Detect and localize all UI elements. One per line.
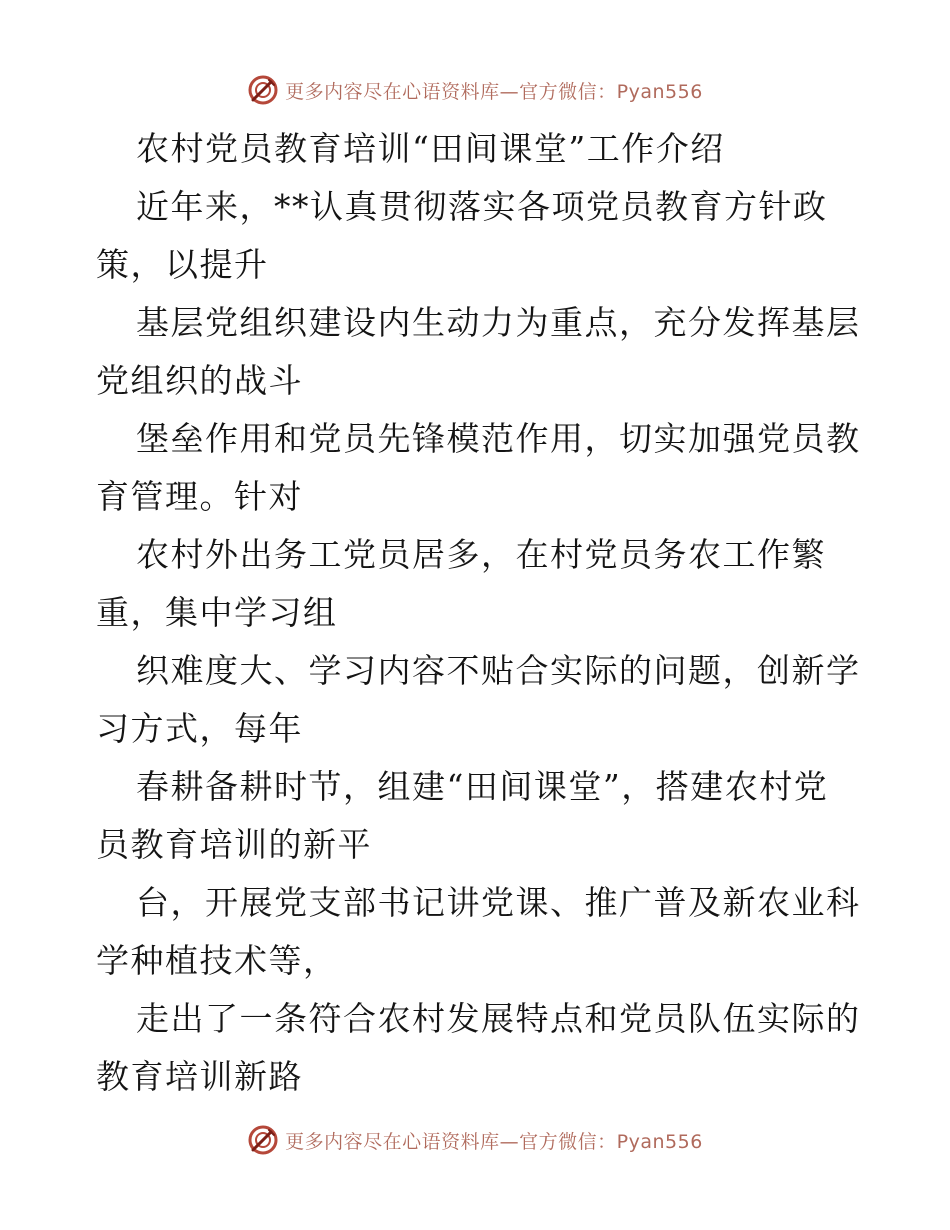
text-line: 堡垒作用和党员先锋模范作用，切实加强党员教 (136, 419, 861, 458)
text-line: 学种植技术等， (96, 941, 338, 980)
footer-watermark (0, 1122, 950, 1158)
text-line: 重，集中学习组 (96, 593, 338, 632)
text-line: 农村外出务工党员居多，在村党员务农工作繁 (136, 535, 826, 574)
document-body (96, 120, 866, 1106)
text-line: 教育培训新路 (96, 1057, 303, 1096)
text-line: 基层党组织建设内生动力为重点，充分发挥基层 (136, 303, 861, 342)
text-line: 习方式，每年 (96, 709, 303, 748)
seal-logo-icon (247, 74, 279, 106)
header-watermark (0, 72, 950, 108)
text-line: 策，以提升 (96, 245, 269, 284)
text-line: 党组织的战斗 (96, 361, 303, 400)
watermark-text: 更多内容尽在心语资料库—官方微信：Pyan556 (285, 80, 703, 103)
text-line: 台，开展党支部书记讲党课、推广普及新农业科 (136, 883, 861, 922)
text-line: 育管理。针对 (96, 477, 303, 516)
text-line: 员教育培训的新平 (96, 825, 372, 864)
document-title: 农村党员教育培训“田间课堂”工作介绍 (136, 129, 725, 168)
text-line: 春耕备耕时节，组建“田间课堂”，搭建农村党 (136, 767, 829, 806)
text-line: 近年来，**认真贯彻落实各项党员教育方针政 (136, 187, 828, 226)
text-line: 走出了一条符合农村发展特点和党员队伍实际的 (136, 999, 861, 1038)
text-line: 织难度大、学习内容不贴合实际的问题，创新学 (136, 651, 861, 690)
watermark-text: 更多内容尽在心语资料库—官方微信：Pyan556 (285, 1130, 703, 1153)
seal-logo-icon (247, 1124, 279, 1156)
